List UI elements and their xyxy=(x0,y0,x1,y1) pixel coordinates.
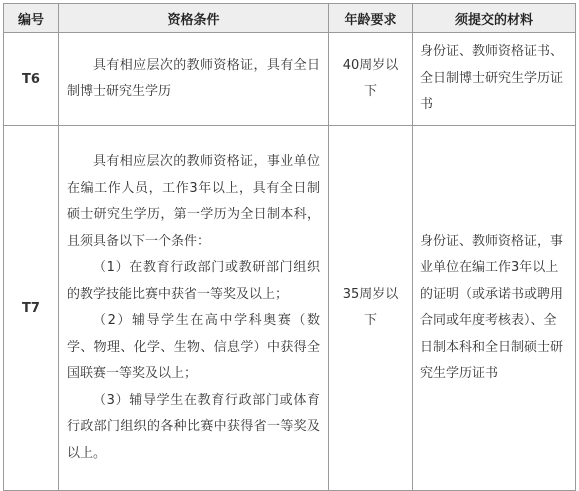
header-materials: 须提交的材料 xyxy=(413,4,576,33)
header-code: 编号 xyxy=(4,4,59,33)
table-row xyxy=(4,33,576,126)
condition-paragraph: 具有相应层次的教师资格证，具有全日制博士研究生学历 xyxy=(67,57,320,99)
row-conditions xyxy=(59,33,329,126)
condition-item-1: （1）在教育行政部门或教研部门组织的教学技能比赛中获省一等奖及以上； xyxy=(67,260,320,302)
header-age: 年龄要求 xyxy=(329,4,413,33)
header-conditions: 资格条件 xyxy=(59,4,329,33)
row-materials: 身份证、教师资格证，事业单位在编工作3年以上的证明（或承诺书或聘用合同或年度考核表）、全日制本科和全日制硕士研究生学历证书 xyxy=(413,126,576,491)
row-age: 40周岁以下 xyxy=(329,33,413,126)
row-code: T7 xyxy=(4,126,59,491)
condition-paragraph: 具有相应层次的教师资格证，事业单位在编工作人员，工作3年以上，具有全日制硕士研究生学历，第一学历为全日制本科，且须具备以下一个条件： xyxy=(67,154,320,249)
condition-item-2: （2）辅导学生在高中学科奥赛（数学、物理、化学、生物、信息学）中获得全国联赛一等奖及以上； xyxy=(67,313,320,381)
table-header-row xyxy=(4,4,576,33)
condition-item-3: （3）辅导学生在教育行政部门或体育行政部门组织的各种比赛中获得省一等奖及以上。 xyxy=(67,392,320,461)
qualification-table xyxy=(3,3,576,491)
row-conditions xyxy=(59,126,329,491)
row-code: T6 xyxy=(4,33,59,126)
row-materials: 身份证、教师资格证书、全日制博士研究生学历证书 xyxy=(413,33,576,126)
table-row xyxy=(4,126,576,491)
row-age: 35周岁以下 xyxy=(329,126,413,491)
